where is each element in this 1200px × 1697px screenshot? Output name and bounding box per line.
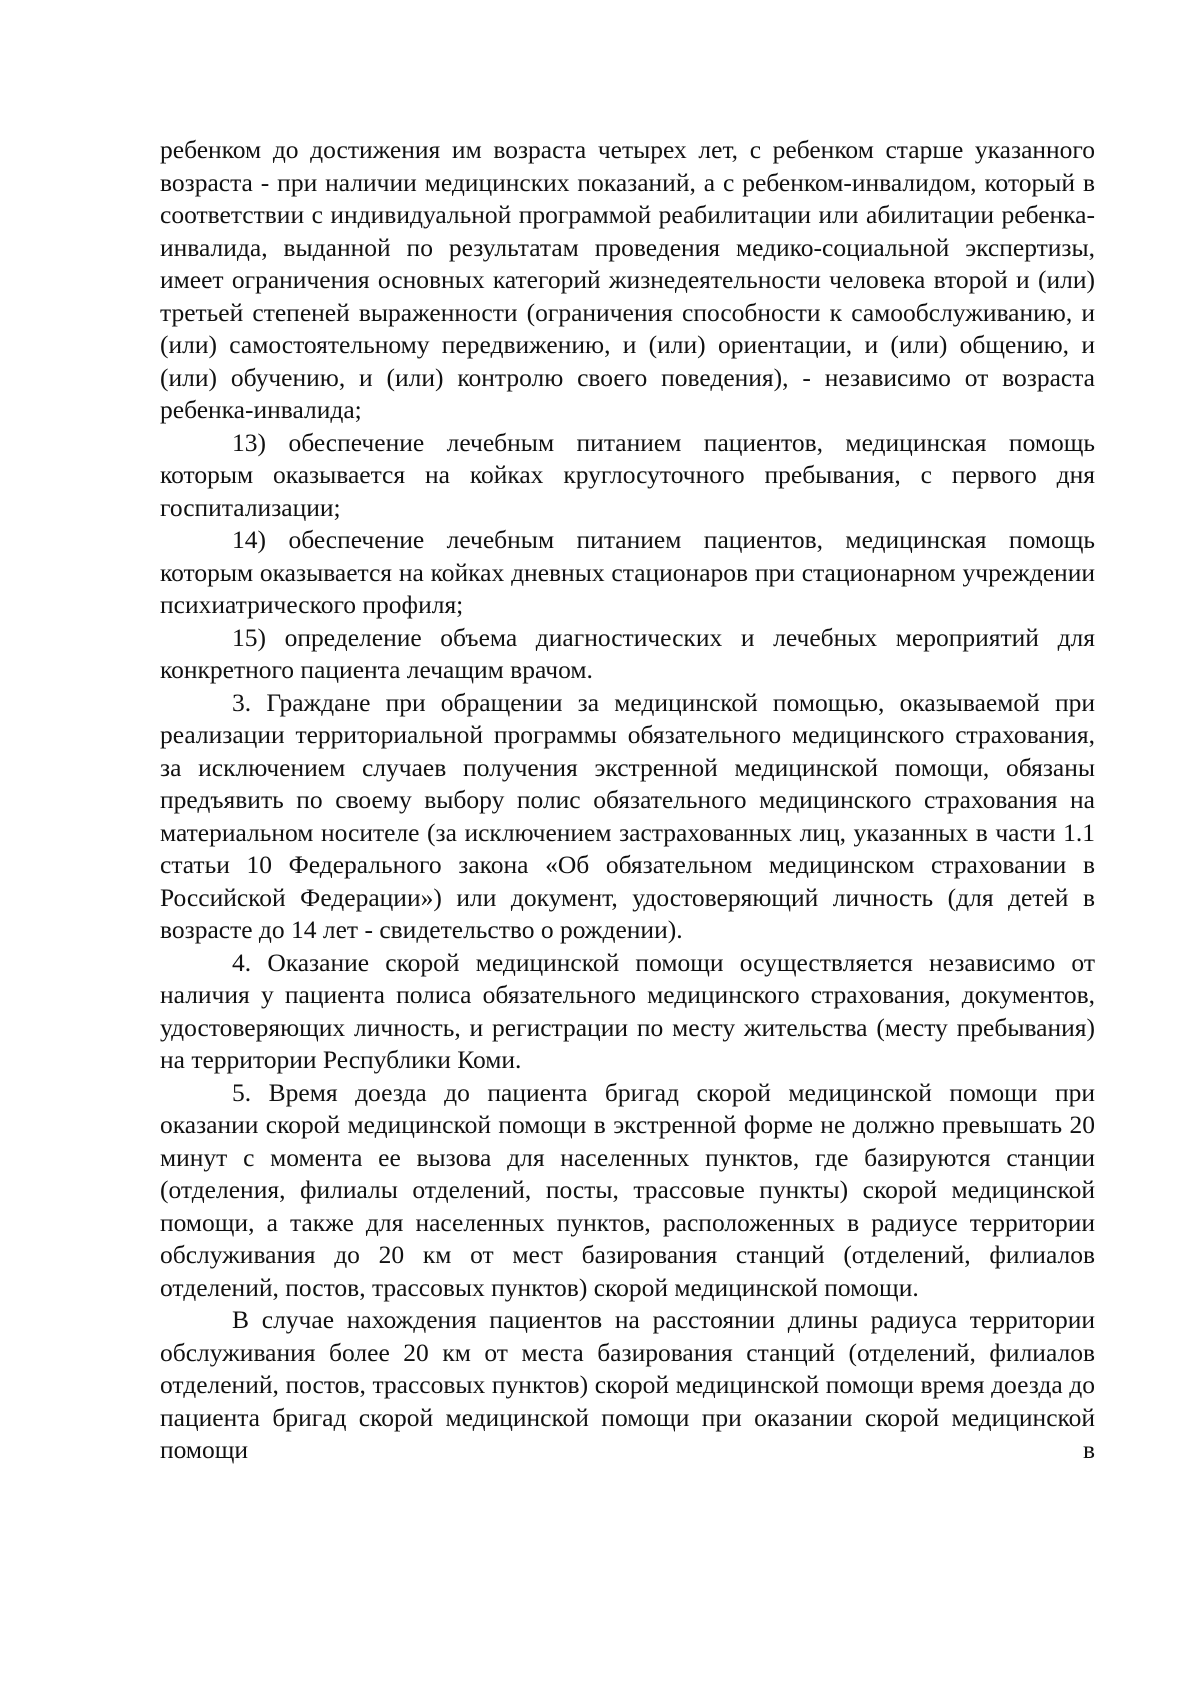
paragraph-item-14: 14) обеспечение лечебным питанием пациентов, медицинская помощь которым оказывается на койках дневных стационаров при стационарном учреждении психиатрического профиля; bbox=[160, 525, 1095, 619]
paragraph-clause-4: 4. Оказание скорой медицинской помощи осуществляется независимо от наличия у пациента полиса обязательного медицинского страхования, документов, удостоверяющих личность, и регистрации по месту жительства (месту пребывания) на территории Республики Коми. bbox=[160, 947, 1095, 1074]
paragraph-clause-3: 3. Граждане при обращении за медицинской помощью, оказываемой при реализации территориальной программы обязательного медицинского страхования, за исключением случаев получения экстренной медицинской помощи, обязаны предъявить по своему выбору полис обязательного медицинского страхования на материальном носителе (за исключением застрахованных лиц, указанных в части 1.1 статьи 10 Федерального закона «Об обязательном медицинском страховании в Российской Федерации») или документ, удостоверяющий личность (для детей в возрасте до 14 лет - свидетельство о рождении). bbox=[160, 687, 1095, 944]
document-page bbox=[160, 134, 1095, 1467]
paragraph-clause-5: 5. Время доезда до пациента бригад скорой медицинской помощи при оказании скорой медицинской помощи в экстренной форме не должно превышать 20 минут с момента ее вызова для населенных пунктов, где базируются станции (отделения, филиалы отделений, посты, трассовые пункты) скорой медицинской помощи, а также для населенных пунктов, расположенных в радиусе территории обслуживания до 20 км от мест базирования станций (отделений, филиалов отделений, постов, трассовых пунктов) скорой медицинской помощи. bbox=[160, 1077, 1095, 1302]
paragraph-distance-case: В случае нахождения пациентов на расстоянии длины радиуса территории обслуживания более 20 км от места базирования станций (отделений, филиалов отделений, постов, трассовых пунктов) скорой медицинской помощи время доезда до пациента бригад скорой медицинской помощи при оказании скорой медицинской помощи в bbox=[160, 1305, 1095, 1464]
paragraph-item-15: 15) определение объема диагностических и лечебных мероприятий для конкретного пациента лечащим врачом. bbox=[160, 622, 1095, 684]
paragraph-item-13: 13) обеспечение лечебным питанием пациентов, медицинская помощь которым оказывается на койках круглосуточного пребывания, с первого дня госпитализации; bbox=[160, 427, 1095, 522]
paragraph-children-escort: ребенком до достижения им возраста четырех лет, с ребенком старше указанного возраста - при наличии медицинских показаний, а с ребенком-инвалидом, который в соответствии с индивидуальной программой реабилитации или абилитации ребенка-инвалида, выданной по результатам проведения медико-социальной экспертизы, имеет ограничения основных категорий жизнедеятельности человека второй и (или) третьей степеней выраженности (ограничения способности к самообслуживанию, и (или) самостоятельному передвижению, и (или) ориентации, и (или) общению, и (или) обучению, и (или) контролю своего поведения), - независимо от возраста ребенка-инвалида; bbox=[160, 135, 1095, 424]
